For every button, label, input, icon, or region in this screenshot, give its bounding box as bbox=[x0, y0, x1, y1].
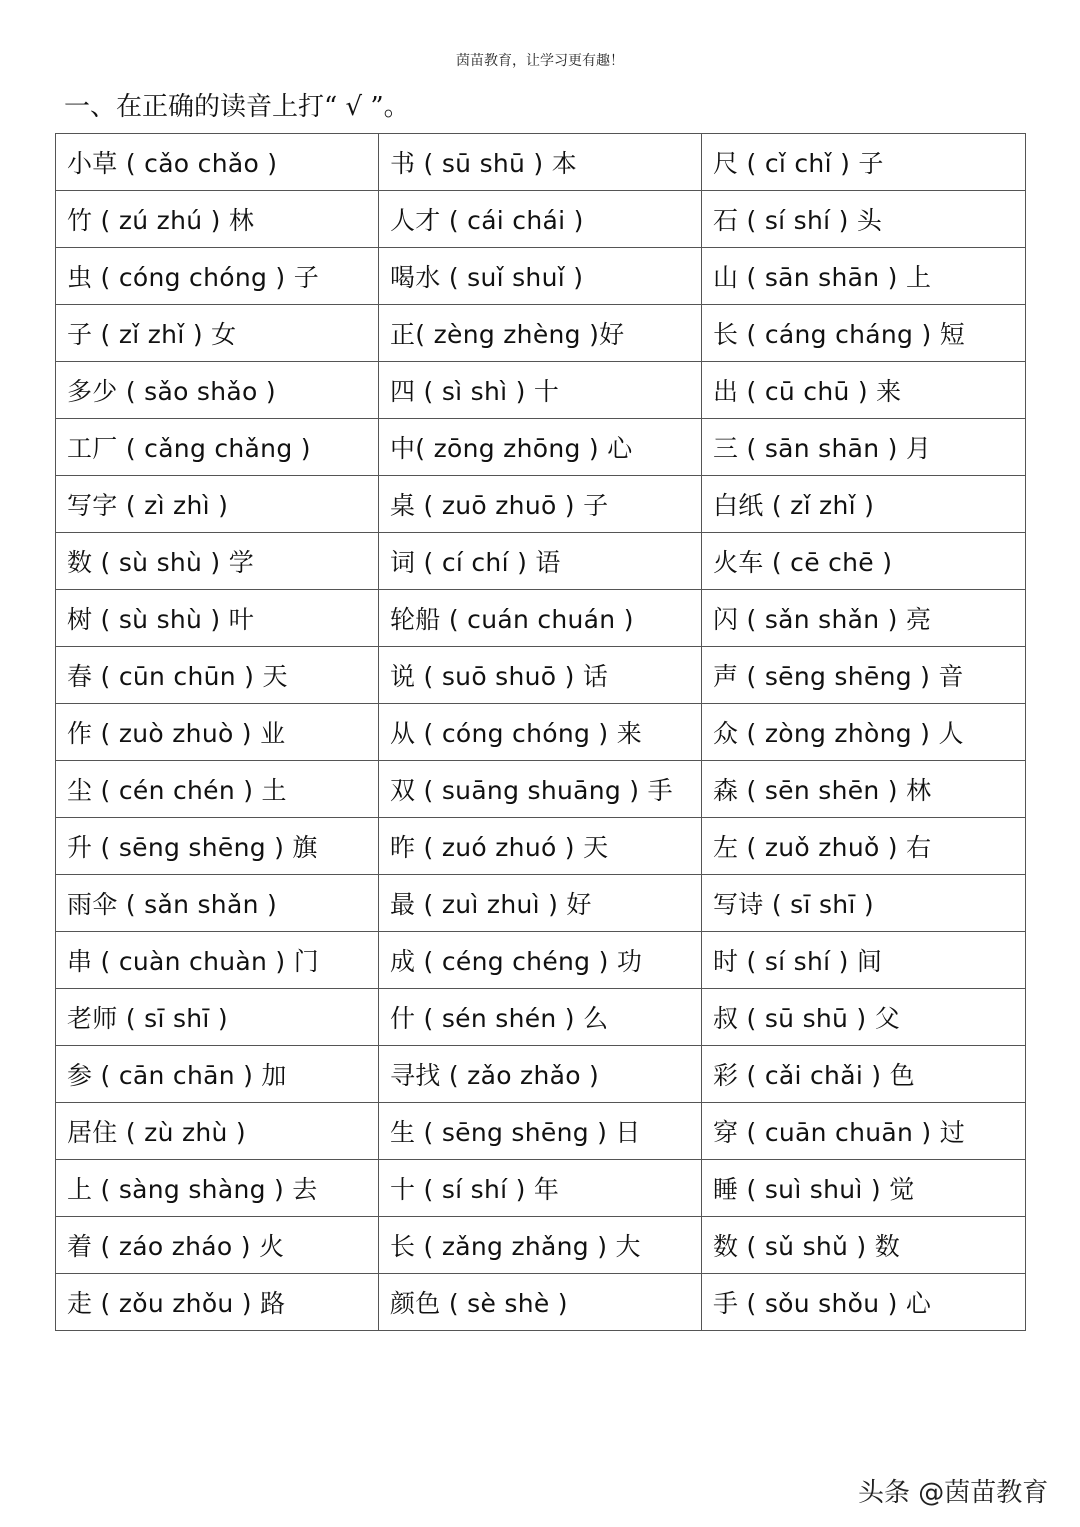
pinyin-cell: 词 ( cí chí ) 语 bbox=[379, 533, 702, 590]
pinyin-cell: 什 ( sén shén ) 么 bbox=[379, 989, 702, 1046]
table-row bbox=[56, 1217, 1026, 1274]
pinyin-cell: 数 ( sù shù ) 学 bbox=[56, 533, 379, 590]
pinyin-cell: 长 ( cáng cháng ) 短 bbox=[702, 305, 1026, 362]
pinyin-cell: 轮船 ( cuán chuán ) bbox=[379, 590, 702, 647]
pinyin-cell: 森 ( sēn shēn ) 林 bbox=[702, 761, 1026, 818]
table-row bbox=[56, 875, 1026, 932]
pinyin-cell: 左 ( zuǒ zhuǒ ) 右 bbox=[702, 818, 1026, 875]
pinyin-cell: 从 ( cóng chóng ) 来 bbox=[379, 704, 702, 761]
pinyin-cell: 生 ( sēng shēng ) 日 bbox=[379, 1103, 702, 1160]
table-row bbox=[56, 134, 1026, 191]
pinyin-cell: 虫 ( cóng chóng ) 子 bbox=[56, 248, 379, 305]
pinyin-cell: 说 ( suō shuō ) 话 bbox=[379, 647, 702, 704]
table-row bbox=[56, 647, 1026, 704]
exercise-title: 一、在正确的读音上打“ √ ”。 bbox=[64, 92, 410, 122]
pinyin-cell: 四 ( sì shì ) 十 bbox=[379, 362, 702, 419]
pinyin-cell: 尘 ( cén chén ) 土 bbox=[56, 761, 379, 818]
pinyin-cell: 居住 ( zù zhù ) bbox=[56, 1103, 379, 1160]
table-row bbox=[56, 419, 1026, 476]
table-row bbox=[56, 1046, 1026, 1103]
pinyin-cell: 长 ( zǎng zhǎng ) 大 bbox=[379, 1217, 702, 1274]
table-row bbox=[56, 590, 1026, 647]
pinyin-cell: 数 ( sǔ shǔ ) 数 bbox=[702, 1217, 1026, 1274]
pinyin-cell: 三 ( sān shān ) 月 bbox=[702, 419, 1026, 476]
pinyin-cell: 作 ( zuò zhuò ) 业 bbox=[56, 704, 379, 761]
pinyin-cell: 出 ( cū chū ) 来 bbox=[702, 362, 1026, 419]
pinyin-cell: 工厂 ( cǎng chǎng ) bbox=[56, 419, 379, 476]
pinyin-cell: 山 ( sān shān ) 上 bbox=[702, 248, 1026, 305]
pinyin-cell: 双 ( suāng shuāng ) 手 bbox=[379, 761, 702, 818]
pinyin-cell: 春 ( cūn chūn ) 天 bbox=[56, 647, 379, 704]
pinyin-cell: 升 ( sēng shēng ) 旗 bbox=[56, 818, 379, 875]
table-row bbox=[56, 704, 1026, 761]
table-row bbox=[56, 533, 1026, 590]
pinyin-cell: 写字 ( zì zhì ) bbox=[56, 476, 379, 533]
pinyin-cell: 串 ( cuàn chuàn ) 门 bbox=[56, 932, 379, 989]
pinyin-cell: 成 ( céng chéng ) 功 bbox=[379, 932, 702, 989]
pinyin-cell: 中( zōng zhōng ) 心 bbox=[379, 419, 702, 476]
pinyin-cell: 最 ( zuì zhuì ) 好 bbox=[379, 875, 702, 932]
pinyin-cell: 众 ( zòng zhòng ) 人 bbox=[702, 704, 1026, 761]
pinyin-cell: 石 ( sí shí ) 头 bbox=[702, 191, 1026, 248]
pinyin-cell: 时 ( sí shí ) 间 bbox=[702, 932, 1026, 989]
pinyin-cell: 子 ( zǐ zhǐ ) 女 bbox=[56, 305, 379, 362]
pinyin-table bbox=[55, 133, 1026, 1331]
table-row bbox=[56, 761, 1026, 818]
pinyin-cell: 喝水 ( suǐ shuǐ ) bbox=[379, 248, 702, 305]
pinyin-cell: 火车 ( cē chē ) bbox=[702, 533, 1026, 590]
pinyin-cell: 树 ( sù shù ) 叶 bbox=[56, 590, 379, 647]
pinyin-cell: 彩 ( cǎi chǎi ) 色 bbox=[702, 1046, 1026, 1103]
table-row bbox=[56, 362, 1026, 419]
pinyin-cell: 人才 ( cái chái ) bbox=[379, 191, 702, 248]
pinyin-cell: 小草 ( cǎo chǎo ) bbox=[56, 134, 379, 191]
table-row bbox=[56, 305, 1026, 362]
page-header: 茵苗教育，让学习更有趣！ bbox=[456, 53, 624, 69]
pinyin-cell: 参 ( cān chān ) 加 bbox=[56, 1046, 379, 1103]
pinyin-cell: 尺 ( cǐ chǐ ) 子 bbox=[702, 134, 1026, 191]
pinyin-cell: 老师 ( sī shī ) bbox=[56, 989, 379, 1046]
pinyin-cell: 白纸 ( zǐ zhǐ ) bbox=[702, 476, 1026, 533]
pinyin-cell: 昨 ( zuó zhuó ) 天 bbox=[379, 818, 702, 875]
pinyin-cell: 上 ( sàng shàng ) 去 bbox=[56, 1160, 379, 1217]
table-row bbox=[56, 476, 1026, 533]
pinyin-cell: 睡 ( suì shuì ) 觉 bbox=[702, 1160, 1026, 1217]
table-row bbox=[56, 1160, 1026, 1217]
pinyin-cell: 穿 ( cuān chuān ) 过 bbox=[702, 1103, 1026, 1160]
table-row bbox=[56, 1103, 1026, 1160]
pinyin-cell: 书 ( sū shū ) 本 bbox=[379, 134, 702, 191]
pinyin-cell: 手 ( sǒu shǒu ) 心 bbox=[702, 1274, 1026, 1331]
pinyin-cell: 闪 ( sǎn shǎn ) 亮 bbox=[702, 590, 1026, 647]
pinyin-cell: 寻找 ( zǎo zhǎo ) bbox=[379, 1046, 702, 1103]
pinyin-cell: 竹 ( zú zhú ) 林 bbox=[56, 191, 379, 248]
pinyin-cell: 写诗 ( sī shī ) bbox=[702, 875, 1026, 932]
table-row bbox=[56, 989, 1026, 1046]
pinyin-cell: 颜色 ( sè shè ) bbox=[379, 1274, 702, 1331]
pinyin-cell: 雨伞 ( sǎn shǎn ) bbox=[56, 875, 379, 932]
table-row bbox=[56, 1274, 1026, 1331]
pinyin-cell: 十 ( sí shí ) 年 bbox=[379, 1160, 702, 1217]
pinyin-cell: 桌 ( zuō zhuō ) 子 bbox=[379, 476, 702, 533]
table-row bbox=[56, 248, 1026, 305]
pinyin-cell: 多少 ( sǎo shǎo ) bbox=[56, 362, 379, 419]
pinyin-cell: 着 ( záo zháo ) 火 bbox=[56, 1217, 379, 1274]
table-row bbox=[56, 932, 1026, 989]
table-row bbox=[56, 818, 1026, 875]
pinyin-cell: 走 ( zǒu zhǒu ) 路 bbox=[56, 1274, 379, 1331]
pinyin-cell: 叔 ( sū shū ) 父 bbox=[702, 989, 1026, 1046]
pinyin-cell: 正( zèng zhèng )好 bbox=[379, 305, 702, 362]
watermark: 头条 @茵苗教育 bbox=[858, 1478, 1049, 1508]
pinyin-cell: 声 ( sēng shēng ) 音 bbox=[702, 647, 1026, 704]
table-row bbox=[56, 191, 1026, 248]
